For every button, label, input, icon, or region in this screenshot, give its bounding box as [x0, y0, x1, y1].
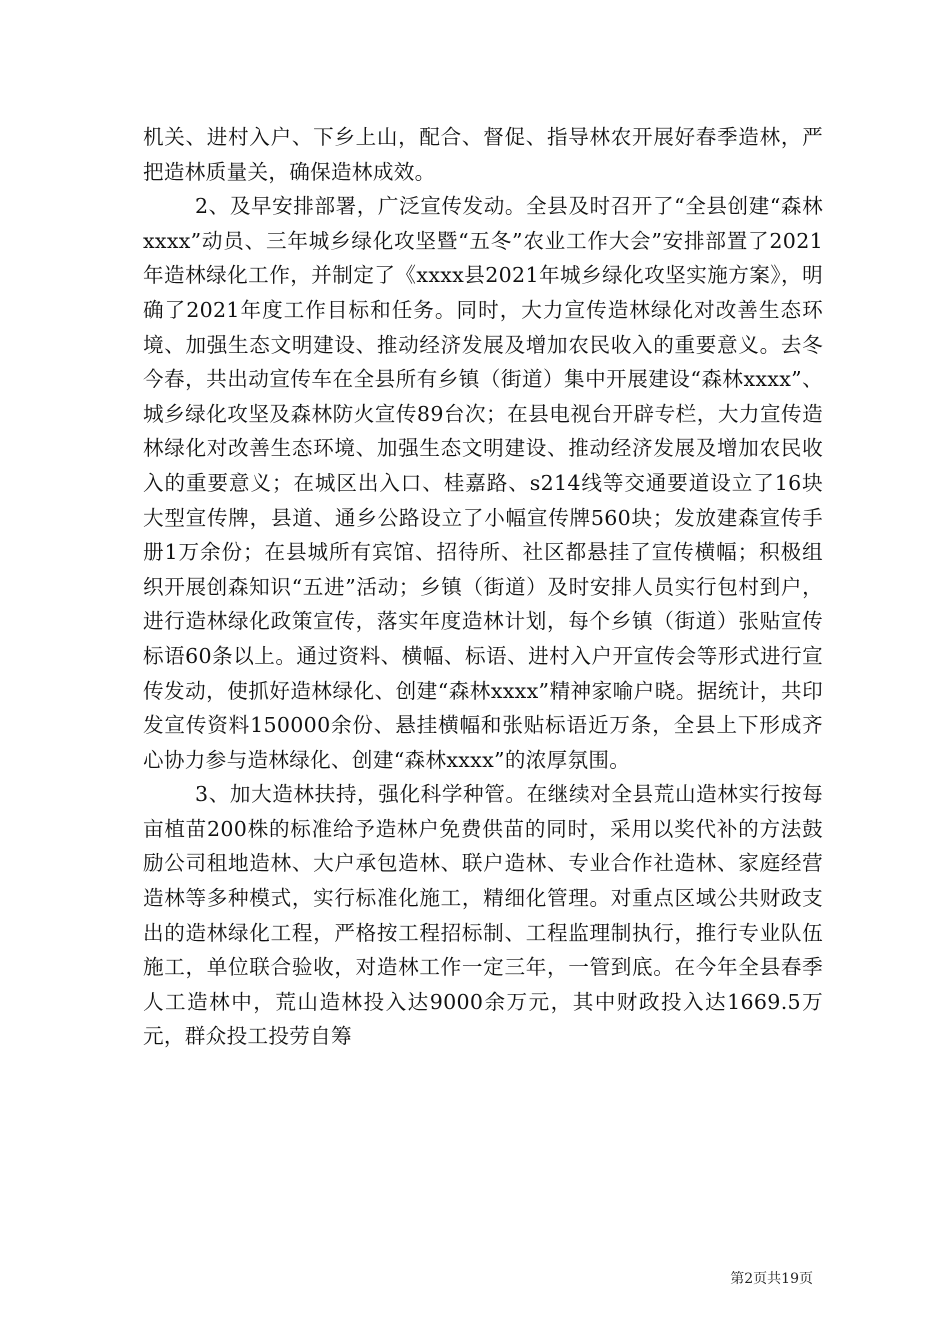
paragraph-continuation: 机关、进村入户、下乡上山，配合、督促、指导林农开展好春季造林，严把造林质量关，确保造林成效。	[143, 125, 823, 184]
page-number: 第2页共19页	[730, 1271, 813, 1287]
paragraph-section-3: 3、加大造林扶持，强化科学种管。在继续对全县荒山造林实行按每亩植苗200株的标准给予造林户免费供苗的同时，采用以奖代补的方法鼓励公司租地造林、大户承包造林、联户造林、专业合作社造林、家庭经营造林等多种模式，实行标准化施工，精细化管理。对重点区域公共财政支出的造林绿化工程，严格按工程招标制、工程监理制执行，推行专业队伍施工，单位联合验收，对造林工作一定三年，一管到底。在今年全县春季人工造林中，荒山造林投入达9000余万元，其中财政投入达1669.5万元，群众投工投劳自筹	[143, 782, 823, 1049]
body-text	[143, 120, 823, 1054]
paragraph-section-2: 2、及早安排部署，广泛宣传发动。全县及时召开了“全县创建“森林xxxx”动员、三年城乡绿化攻坚暨“五冬”农业工作大会”安排部置了2021年造林绿化工作，并制定了《xxxx县2021年城乡绿化攻坚实施方案》，明确了2021年度工作目标和任务。同时，大力宣传造林绿化对改善生态环境、加强生态文明建设、推动经济发展及增加农民收入的重要意义。去冬今春，共出动宣传车在全县所有乡镇（街道）集中开展建设“森林xxxx”、城乡绿化攻坚及森林防火宣传89台次；在县电视台开辟专栏，大力宣传造林绿化对改善生态环境、加强生态文明建设、推动经济发展及增加农民收入的重要意义；在城区出入口、桂嘉路、s214线等交通要道设立了16块大型宣传牌，县道、通乡公路设立了小幅宣传牌560块；发放建森宣传手册1万余份；在县城所有宾馆、招待所、社区都悬挂了宣传横幅；积极组织开展创森知识“五进”活动；乡镇（街道）及时安排人员实行包村到户，进行造林绿化政策宣传，落实年度造林计划，每个乡镇（街道）张贴宣传标语60条以上。通过资料、横幅、标语、进村入户开宣传会等形式进行宣传发动，使抓好造林绿化、创建“森林xxxx”精神家喻户晓。据统计，共印发宣传资料150000余份、悬挂横幅和张贴标语近万条，全县上下形成齐心协力参与造林绿化、创建“森林xxxx”的浓厚氛围。	[143, 194, 823, 772]
